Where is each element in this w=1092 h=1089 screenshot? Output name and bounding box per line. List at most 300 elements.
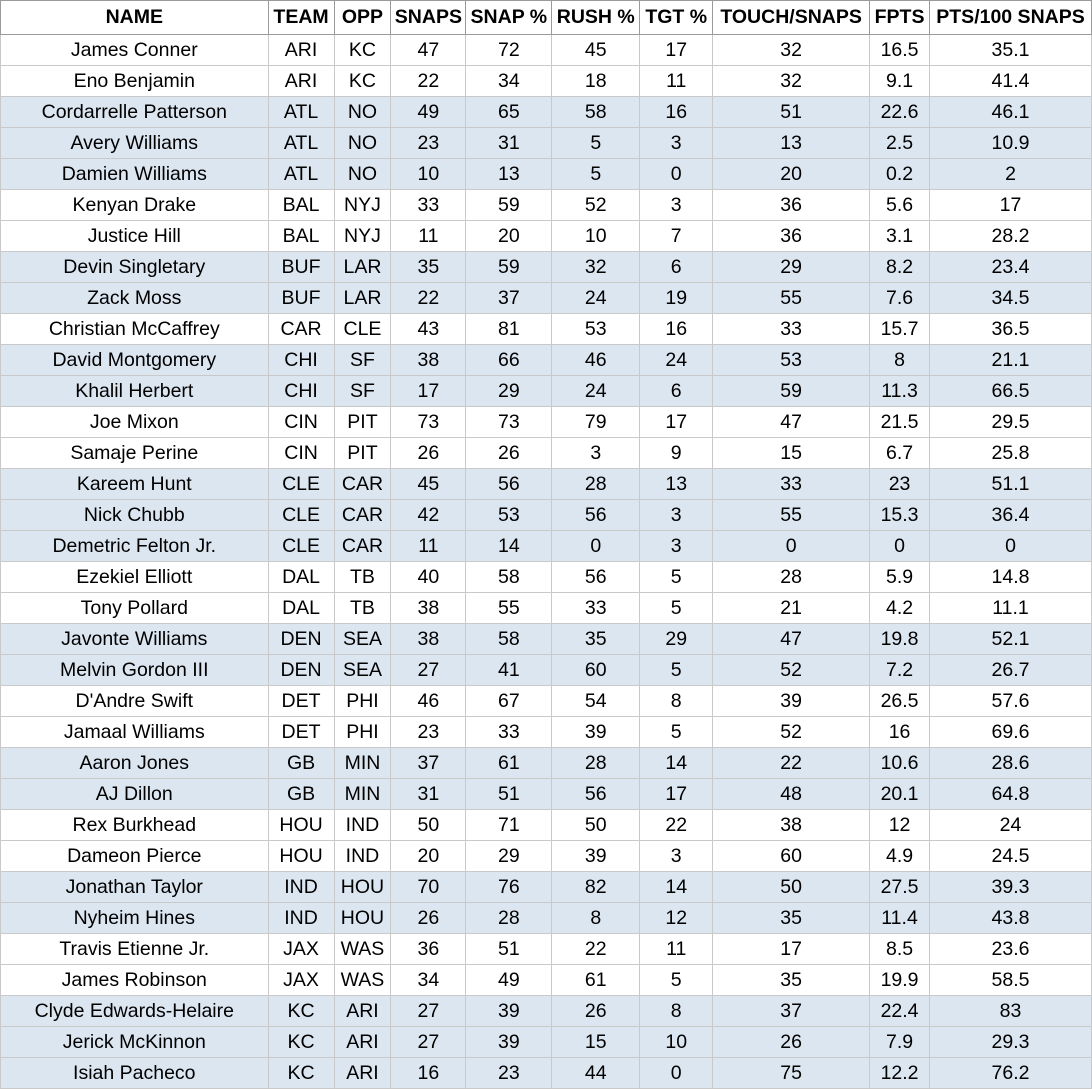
cell-opp[interactable]: PHI [334, 686, 391, 717]
cell-touch-per-snaps[interactable]: 39 [713, 686, 870, 717]
cell-snaps[interactable]: 34 [391, 965, 466, 996]
cell-fpts[interactable]: 16.5 [870, 35, 930, 66]
cell-name[interactable]: Samaje Perine [1, 438, 269, 469]
cell-snap-pct[interactable]: 51 [466, 934, 552, 965]
cell-rush-pct[interactable]: 53 [552, 314, 640, 345]
cell-pts-per-100-snaps[interactable]: 25.8 [930, 438, 1092, 469]
cell-opp[interactable]: WAS [334, 934, 391, 965]
cell-fpts[interactable]: 11.4 [870, 903, 930, 934]
cell-touch-per-snaps[interactable]: 37 [713, 996, 870, 1027]
cell-pts-per-100-snaps[interactable]: 14.8 [930, 562, 1092, 593]
cell-name[interactable]: Khalil Herbert [1, 376, 269, 407]
cell-fpts[interactable]: 12.2 [870, 1058, 930, 1089]
cell-name[interactable]: Dameon Pierce [1, 841, 269, 872]
cell-tgt-pct[interactable]: 16 [640, 314, 713, 345]
cell-fpts[interactable]: 0.2 [870, 159, 930, 190]
cell-name[interactable]: Nick Chubb [1, 500, 269, 531]
cell-touch-per-snaps[interactable]: 17 [713, 934, 870, 965]
cell-opp[interactable]: SEA [334, 655, 391, 686]
cell-fpts[interactable]: 15.7 [870, 314, 930, 345]
cell-tgt-pct[interactable]: 9 [640, 438, 713, 469]
cell-pts-per-100-snaps[interactable]: 39.3 [930, 872, 1092, 903]
cell-snap-pct[interactable]: 81 [466, 314, 552, 345]
cell-team[interactable]: GB [268, 779, 334, 810]
cell-team[interactable]: CIN [268, 438, 334, 469]
cell-fpts[interactable]: 8.5 [870, 934, 930, 965]
cell-fpts[interactable]: 2.5 [870, 128, 930, 159]
cell-opp[interactable]: ARI [334, 996, 391, 1027]
cell-opp[interactable]: PHI [334, 717, 391, 748]
cell-snaps[interactable]: 38 [391, 593, 466, 624]
cell-snap-pct[interactable]: 29 [466, 376, 552, 407]
cell-opp[interactable]: LAR [334, 283, 391, 314]
cell-team[interactable]: DEN [268, 624, 334, 655]
cell-rush-pct[interactable]: 24 [552, 376, 640, 407]
header-pts-per-100-snaps[interactable]: PTS/100 SNAPS [930, 1, 1092, 35]
cell-snaps[interactable]: 36 [391, 934, 466, 965]
cell-name[interactable]: Kenyan Drake [1, 190, 269, 221]
cell-rush-pct[interactable]: 54 [552, 686, 640, 717]
cell-touch-per-snaps[interactable]: 0 [713, 531, 870, 562]
cell-rush-pct[interactable]: 56 [552, 779, 640, 810]
cell-pts-per-100-snaps[interactable]: 46.1 [930, 97, 1092, 128]
cell-team[interactable]: ARI [268, 35, 334, 66]
cell-snaps[interactable]: 35 [391, 252, 466, 283]
cell-rush-pct[interactable]: 35 [552, 624, 640, 655]
cell-snap-pct[interactable]: 55 [466, 593, 552, 624]
cell-touch-per-snaps[interactable]: 33 [713, 469, 870, 500]
cell-pts-per-100-snaps[interactable]: 11.1 [930, 593, 1092, 624]
cell-name[interactable]: Avery Williams [1, 128, 269, 159]
cell-team[interactable]: DET [268, 686, 334, 717]
cell-touch-per-snaps[interactable]: 35 [713, 903, 870, 934]
cell-name[interactable]: David Montgomery [1, 345, 269, 376]
cell-pts-per-100-snaps[interactable]: 51.1 [930, 469, 1092, 500]
cell-pts-per-100-snaps[interactable]: 41.4 [930, 66, 1092, 97]
cell-fpts[interactable]: 23 [870, 469, 930, 500]
cell-snap-pct[interactable]: 67 [466, 686, 552, 717]
cell-team[interactable]: DAL [268, 593, 334, 624]
cell-tgt-pct[interactable]: 22 [640, 810, 713, 841]
cell-snap-pct[interactable]: 53 [466, 500, 552, 531]
cell-tgt-pct[interactable]: 7 [640, 221, 713, 252]
cell-touch-per-snaps[interactable]: 32 [713, 35, 870, 66]
cell-tgt-pct[interactable]: 0 [640, 159, 713, 190]
cell-tgt-pct[interactable]: 8 [640, 686, 713, 717]
cell-tgt-pct[interactable]: 3 [640, 531, 713, 562]
cell-pts-per-100-snaps[interactable]: 28.6 [930, 748, 1092, 779]
cell-fpts[interactable]: 21.5 [870, 407, 930, 438]
cell-touch-per-snaps[interactable]: 33 [713, 314, 870, 345]
cell-tgt-pct[interactable]: 19 [640, 283, 713, 314]
cell-team[interactable]: CLE [268, 469, 334, 500]
cell-opp[interactable]: PIT [334, 438, 391, 469]
cell-snaps[interactable]: 26 [391, 438, 466, 469]
header-snap-pct[interactable]: SNAP % [466, 1, 552, 35]
cell-snap-pct[interactable]: 51 [466, 779, 552, 810]
cell-opp[interactable]: WAS [334, 965, 391, 996]
cell-touch-per-snaps[interactable]: 51 [713, 97, 870, 128]
cell-name[interactable]: Nyheim Hines [1, 903, 269, 934]
cell-opp[interactable]: TB [334, 562, 391, 593]
cell-team[interactable]: IND [268, 872, 334, 903]
cell-snap-pct[interactable]: 13 [466, 159, 552, 190]
cell-fpts[interactable]: 16 [870, 717, 930, 748]
cell-name[interactable]: Joe Mixon [1, 407, 269, 438]
cell-snap-pct[interactable]: 29 [466, 841, 552, 872]
cell-snaps[interactable]: 26 [391, 903, 466, 934]
cell-snaps[interactable]: 38 [391, 345, 466, 376]
cell-snaps[interactable]: 22 [391, 66, 466, 97]
cell-opp[interactable]: CAR [334, 500, 391, 531]
cell-touch-per-snaps[interactable]: 55 [713, 500, 870, 531]
cell-snaps[interactable]: 27 [391, 996, 466, 1027]
cell-rush-pct[interactable]: 15 [552, 1027, 640, 1058]
cell-fpts[interactable]: 22.6 [870, 97, 930, 128]
cell-name[interactable]: Jamaal Williams [1, 717, 269, 748]
cell-tgt-pct[interactable]: 3 [640, 841, 713, 872]
cell-rush-pct[interactable]: 39 [552, 841, 640, 872]
cell-rush-pct[interactable]: 8 [552, 903, 640, 934]
cell-touch-per-snaps[interactable]: 47 [713, 624, 870, 655]
header-team[interactable]: TEAM [268, 1, 334, 35]
cell-snap-pct[interactable]: 65 [466, 97, 552, 128]
cell-snap-pct[interactable]: 56 [466, 469, 552, 500]
cell-snaps[interactable]: 17 [391, 376, 466, 407]
cell-touch-per-snaps[interactable]: 52 [713, 655, 870, 686]
cell-pts-per-100-snaps[interactable]: 24.5 [930, 841, 1092, 872]
cell-touch-per-snaps[interactable]: 20 [713, 159, 870, 190]
cell-pts-per-100-snaps[interactable]: 35.1 [930, 35, 1092, 66]
cell-pts-per-100-snaps[interactable]: 2 [930, 159, 1092, 190]
cell-tgt-pct[interactable]: 11 [640, 66, 713, 97]
cell-touch-per-snaps[interactable]: 59 [713, 376, 870, 407]
cell-team[interactable]: ATL [268, 128, 334, 159]
cell-snap-pct[interactable]: 39 [466, 996, 552, 1027]
cell-snaps[interactable]: 49 [391, 97, 466, 128]
cell-pts-per-100-snaps[interactable]: 26.7 [930, 655, 1092, 686]
cell-tgt-pct[interactable]: 16 [640, 97, 713, 128]
cell-rush-pct[interactable]: 0 [552, 531, 640, 562]
header-snaps[interactable]: SNAPS [391, 1, 466, 35]
cell-name[interactable]: Aaron Jones [1, 748, 269, 779]
cell-fpts[interactable]: 3.1 [870, 221, 930, 252]
cell-team[interactable]: ARI [268, 66, 334, 97]
cell-team[interactable]: JAX [268, 934, 334, 965]
cell-snap-pct[interactable]: 31 [466, 128, 552, 159]
cell-snap-pct[interactable]: 76 [466, 872, 552, 903]
cell-fpts[interactable]: 20.1 [870, 779, 930, 810]
cell-opp[interactable]: NYJ [334, 190, 391, 221]
cell-rush-pct[interactable]: 58 [552, 97, 640, 128]
cell-fpts[interactable]: 8 [870, 345, 930, 376]
cell-snaps[interactable]: 70 [391, 872, 466, 903]
cell-name[interactable]: D'Andre Swift [1, 686, 269, 717]
cell-name[interactable]: James Robinson [1, 965, 269, 996]
cell-touch-per-snaps[interactable]: 26 [713, 1027, 870, 1058]
header-touch-per-snaps[interactable]: TOUCH/SNAPS [713, 1, 870, 35]
cell-snap-pct[interactable]: 37 [466, 283, 552, 314]
cell-fpts[interactable]: 11.3 [870, 376, 930, 407]
cell-pts-per-100-snaps[interactable]: 29.5 [930, 407, 1092, 438]
cell-pts-per-100-snaps[interactable]: 36.5 [930, 314, 1092, 345]
cell-rush-pct[interactable]: 28 [552, 748, 640, 779]
cell-pts-per-100-snaps[interactable]: 57.6 [930, 686, 1092, 717]
cell-pts-per-100-snaps[interactable]: 58.5 [930, 965, 1092, 996]
cell-fpts[interactable]: 22.4 [870, 996, 930, 1027]
cell-team[interactable]: CIN [268, 407, 334, 438]
cell-team[interactable]: DAL [268, 562, 334, 593]
cell-tgt-pct[interactable]: 6 [640, 376, 713, 407]
cell-rush-pct[interactable]: 44 [552, 1058, 640, 1089]
cell-team[interactable]: BAL [268, 221, 334, 252]
cell-team[interactable]: GB [268, 748, 334, 779]
cell-name[interactable]: Cordarrelle Patterson [1, 97, 269, 128]
header-tgt-pct[interactable]: TGT % [640, 1, 713, 35]
cell-name[interactable]: James Conner [1, 35, 269, 66]
cell-touch-per-snaps[interactable]: 52 [713, 717, 870, 748]
cell-pts-per-100-snaps[interactable]: 36.4 [930, 500, 1092, 531]
cell-team[interactable]: BUF [268, 283, 334, 314]
cell-snap-pct[interactable]: 41 [466, 655, 552, 686]
cell-opp[interactable]: SEA [334, 624, 391, 655]
cell-snaps[interactable]: 42 [391, 500, 466, 531]
cell-name[interactable]: Zack Moss [1, 283, 269, 314]
cell-opp[interactable]: MIN [334, 779, 391, 810]
cell-fpts[interactable]: 5.9 [870, 562, 930, 593]
cell-opp[interactable]: CLE [334, 314, 391, 345]
cell-opp[interactable]: HOU [334, 872, 391, 903]
cell-snap-pct[interactable]: 20 [466, 221, 552, 252]
cell-fpts[interactable]: 12 [870, 810, 930, 841]
cell-fpts[interactable]: 0 [870, 531, 930, 562]
cell-name[interactable]: Demetric Felton Jr. [1, 531, 269, 562]
header-opp[interactable]: OPP [334, 1, 391, 35]
cell-team[interactable]: CHI [268, 345, 334, 376]
cell-rush-pct[interactable]: 26 [552, 996, 640, 1027]
cell-rush-pct[interactable]: 56 [552, 562, 640, 593]
cell-rush-pct[interactable]: 33 [552, 593, 640, 624]
cell-opp[interactable]: CAR [334, 531, 391, 562]
cell-team[interactable]: KC [268, 1027, 334, 1058]
cell-snap-pct[interactable]: 59 [466, 252, 552, 283]
cell-tgt-pct[interactable]: 13 [640, 469, 713, 500]
cell-pts-per-100-snaps[interactable]: 83 [930, 996, 1092, 1027]
cell-team[interactable]: DET [268, 717, 334, 748]
cell-fpts[interactable]: 26.5 [870, 686, 930, 717]
cell-tgt-pct[interactable]: 0 [640, 1058, 713, 1089]
cell-touch-per-snaps[interactable]: 60 [713, 841, 870, 872]
cell-fpts[interactable]: 7.2 [870, 655, 930, 686]
cell-name[interactable]: Damien Williams [1, 159, 269, 190]
cell-team[interactable]: CHI [268, 376, 334, 407]
cell-pts-per-100-snaps[interactable]: 64.8 [930, 779, 1092, 810]
cell-snap-pct[interactable]: 23 [466, 1058, 552, 1089]
cell-opp[interactable]: NO [334, 128, 391, 159]
cell-pts-per-100-snaps[interactable]: 34.5 [930, 283, 1092, 314]
cell-tgt-pct[interactable]: 29 [640, 624, 713, 655]
cell-rush-pct[interactable]: 3 [552, 438, 640, 469]
cell-touch-per-snaps[interactable]: 48 [713, 779, 870, 810]
cell-fpts[interactable]: 19.9 [870, 965, 930, 996]
cell-opp[interactable]: KC [334, 66, 391, 97]
cell-snaps[interactable]: 20 [391, 841, 466, 872]
cell-team[interactable]: KC [268, 1058, 334, 1089]
cell-tgt-pct[interactable]: 6 [640, 252, 713, 283]
cell-tgt-pct[interactable]: 12 [640, 903, 713, 934]
cell-tgt-pct[interactable]: 5 [640, 717, 713, 748]
cell-touch-per-snaps[interactable]: 32 [713, 66, 870, 97]
cell-pts-per-100-snaps[interactable]: 43.8 [930, 903, 1092, 934]
cell-pts-per-100-snaps[interactable]: 0 [930, 531, 1092, 562]
cell-opp[interactable]: IND [334, 841, 391, 872]
cell-snap-pct[interactable]: 61 [466, 748, 552, 779]
cell-opp[interactable]: ARI [334, 1027, 391, 1058]
cell-snaps[interactable]: 50 [391, 810, 466, 841]
cell-touch-per-snaps[interactable]: 50 [713, 872, 870, 903]
cell-snap-pct[interactable]: 59 [466, 190, 552, 221]
cell-snap-pct[interactable]: 71 [466, 810, 552, 841]
cell-snap-pct[interactable]: 49 [466, 965, 552, 996]
cell-name[interactable]: Tony Pollard [1, 593, 269, 624]
cell-tgt-pct[interactable]: 3 [640, 128, 713, 159]
cell-pts-per-100-snaps[interactable]: 69.6 [930, 717, 1092, 748]
cell-team[interactable]: IND [268, 903, 334, 934]
cell-snaps[interactable]: 47 [391, 35, 466, 66]
cell-rush-pct[interactable]: 32 [552, 252, 640, 283]
cell-opp[interactable]: KC [334, 35, 391, 66]
cell-touch-per-snaps[interactable]: 21 [713, 593, 870, 624]
cell-fpts[interactable]: 4.9 [870, 841, 930, 872]
cell-team[interactable]: HOU [268, 810, 334, 841]
cell-opp[interactable]: ARI [334, 1058, 391, 1089]
header-name[interactable]: NAME [1, 1, 269, 35]
cell-fpts[interactable]: 9.1 [870, 66, 930, 97]
cell-team[interactable]: DEN [268, 655, 334, 686]
cell-touch-per-snaps[interactable]: 55 [713, 283, 870, 314]
cell-team[interactable]: CAR [268, 314, 334, 345]
cell-snap-pct[interactable]: 14 [466, 531, 552, 562]
cell-opp[interactable]: TB [334, 593, 391, 624]
cell-pts-per-100-snaps[interactable]: 23.6 [930, 934, 1092, 965]
cell-rush-pct[interactable]: 82 [552, 872, 640, 903]
cell-opp[interactable]: MIN [334, 748, 391, 779]
cell-snap-pct[interactable]: 66 [466, 345, 552, 376]
cell-snaps[interactable]: 45 [391, 469, 466, 500]
cell-touch-per-snaps[interactable]: 36 [713, 221, 870, 252]
cell-tgt-pct[interactable]: 5 [640, 562, 713, 593]
cell-pts-per-100-snaps[interactable]: 76.2 [930, 1058, 1092, 1089]
cell-rush-pct[interactable]: 5 [552, 159, 640, 190]
cell-name[interactable]: Jonathan Taylor [1, 872, 269, 903]
cell-opp[interactable]: IND [334, 810, 391, 841]
cell-opp[interactable]: NO [334, 159, 391, 190]
cell-snaps[interactable]: 23 [391, 717, 466, 748]
cell-rush-pct[interactable]: 45 [552, 35, 640, 66]
cell-touch-per-snaps[interactable]: 53 [713, 345, 870, 376]
cell-name[interactable]: Justice Hill [1, 221, 269, 252]
cell-fpts[interactable]: 7.9 [870, 1027, 930, 1058]
cell-name[interactable]: Ezekiel Elliott [1, 562, 269, 593]
cell-fpts[interactable]: 19.8 [870, 624, 930, 655]
cell-touch-per-snaps[interactable]: 22 [713, 748, 870, 779]
cell-snaps[interactable]: 33 [391, 190, 466, 221]
cell-snaps[interactable]: 31 [391, 779, 466, 810]
cell-pts-per-100-snaps[interactable]: 17 [930, 190, 1092, 221]
cell-snap-pct[interactable]: 28 [466, 903, 552, 934]
cell-tgt-pct[interactable]: 3 [640, 190, 713, 221]
cell-snap-pct[interactable]: 58 [466, 624, 552, 655]
cell-snap-pct[interactable]: 34 [466, 66, 552, 97]
cell-snaps[interactable]: 27 [391, 655, 466, 686]
cell-name[interactable]: Javonte Williams [1, 624, 269, 655]
cell-team[interactable]: ATL [268, 159, 334, 190]
cell-pts-per-100-snaps[interactable]: 28.2 [930, 221, 1092, 252]
cell-fpts[interactable]: 10.6 [870, 748, 930, 779]
cell-name[interactable]: AJ Dillon [1, 779, 269, 810]
cell-fpts[interactable]: 4.2 [870, 593, 930, 624]
cell-pts-per-100-snaps[interactable]: 24 [930, 810, 1092, 841]
cell-snap-pct[interactable]: 72 [466, 35, 552, 66]
cell-name[interactable]: Travis Etienne Jr. [1, 934, 269, 965]
cell-tgt-pct[interactable]: 10 [640, 1027, 713, 1058]
cell-pts-per-100-snaps[interactable]: 52.1 [930, 624, 1092, 655]
cell-tgt-pct[interactable]: 5 [640, 593, 713, 624]
cell-rush-pct[interactable]: 61 [552, 965, 640, 996]
cell-tgt-pct[interactable]: 17 [640, 779, 713, 810]
cell-name[interactable]: Kareem Hunt [1, 469, 269, 500]
cell-team[interactable]: HOU [268, 841, 334, 872]
cell-name[interactable]: Christian McCaffrey [1, 314, 269, 345]
cell-touch-per-snaps[interactable]: 13 [713, 128, 870, 159]
cell-snaps[interactable]: 22 [391, 283, 466, 314]
cell-fpts[interactable]: 6.7 [870, 438, 930, 469]
cell-rush-pct[interactable]: 50 [552, 810, 640, 841]
cell-snaps[interactable]: 16 [391, 1058, 466, 1089]
cell-snaps[interactable]: 23 [391, 128, 466, 159]
cell-touch-per-snaps[interactable]: 47 [713, 407, 870, 438]
cell-team[interactable]: KC [268, 996, 334, 1027]
cell-rush-pct[interactable]: 56 [552, 500, 640, 531]
cell-touch-per-snaps[interactable]: 75 [713, 1058, 870, 1089]
header-fpts[interactable]: FPTS [870, 1, 930, 35]
cell-opp[interactable]: NO [334, 97, 391, 128]
cell-name[interactable]: Jerick McKinnon [1, 1027, 269, 1058]
cell-opp[interactable]: SF [334, 376, 391, 407]
cell-team[interactable]: JAX [268, 965, 334, 996]
cell-touch-per-snaps[interactable]: 36 [713, 190, 870, 221]
cell-rush-pct[interactable]: 46 [552, 345, 640, 376]
cell-pts-per-100-snaps[interactable]: 66.5 [930, 376, 1092, 407]
cell-fpts[interactable]: 8.2 [870, 252, 930, 283]
cell-pts-per-100-snaps[interactable]: 10.9 [930, 128, 1092, 159]
cell-name[interactable]: Rex Burkhead [1, 810, 269, 841]
cell-touch-per-snaps[interactable]: 28 [713, 562, 870, 593]
cell-pts-per-100-snaps[interactable]: 29.3 [930, 1027, 1092, 1058]
cell-pts-per-100-snaps[interactable]: 21.1 [930, 345, 1092, 376]
cell-rush-pct[interactable]: 79 [552, 407, 640, 438]
cell-snap-pct[interactable]: 26 [466, 438, 552, 469]
cell-tgt-pct[interactable]: 14 [640, 872, 713, 903]
cell-opp[interactable]: LAR [334, 252, 391, 283]
cell-team[interactable]: CLE [268, 500, 334, 531]
cell-opp[interactable]: HOU [334, 903, 391, 934]
cell-pts-per-100-snaps[interactable]: 23.4 [930, 252, 1092, 283]
cell-name[interactable]: Eno Benjamin [1, 66, 269, 97]
cell-snaps[interactable]: 43 [391, 314, 466, 345]
cell-tgt-pct[interactable]: 8 [640, 996, 713, 1027]
cell-snaps[interactable]: 11 [391, 221, 466, 252]
